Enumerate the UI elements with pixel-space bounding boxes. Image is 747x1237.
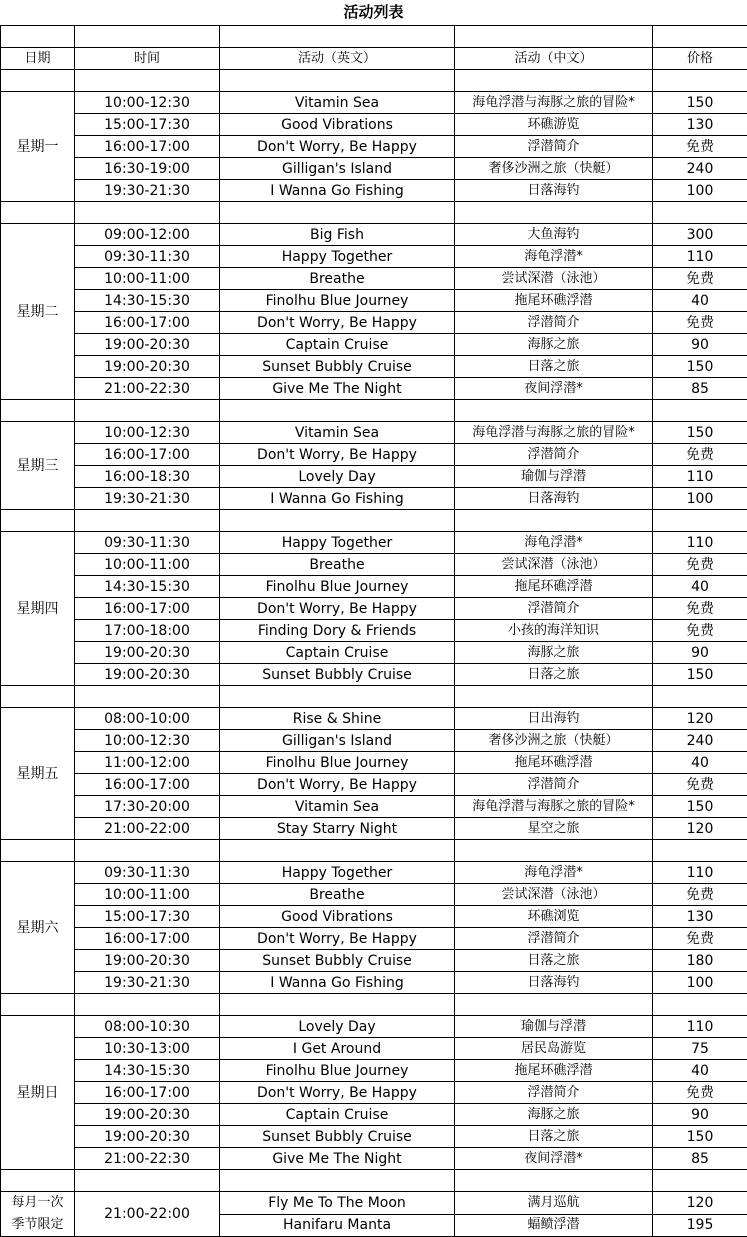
activity-en-cell: Lovely Day (220, 466, 455, 488)
activity-table-body (1, 26, 747, 1237)
sheet-title: 活动列表 (0, 0, 747, 25)
table-row (1, 246, 747, 268)
price-cell: 110 (653, 862, 747, 884)
activity-cn-cell: 尝试深潜（泳池） (455, 554, 653, 576)
activity-en-cell: Finolhu Blue Journey (220, 1060, 455, 1082)
price-cell: 免费 (653, 620, 747, 642)
table-row (1, 312, 747, 334)
activity-en-cell: I Get Around (220, 1038, 455, 1060)
activity-cn-cell: 日出海钓 (455, 708, 653, 730)
price-cell: 85 (653, 1148, 747, 1170)
price-cell: 免费 (653, 884, 747, 906)
blank-row (1, 840, 747, 862)
activity-cn-cell: 奢侈沙洲之旅（快艇） (455, 158, 653, 180)
price-cell: 免费 (653, 928, 747, 950)
table-row (1, 224, 747, 246)
activity-en-cell: Don't Worry, Be Happy (220, 928, 455, 950)
activity-en-cell: Good Vibrations (220, 906, 455, 928)
activity-cn-cell: 浮潜简介 (455, 774, 653, 796)
price-cell: 40 (653, 576, 747, 598)
activity-cn-cell: 日落之旅 (455, 1126, 653, 1148)
time-cell: 08:00-10:00 (75, 708, 220, 730)
time-cell: 16:00-17:00 (75, 774, 220, 796)
activity-cn-cell: 瑜伽与浮潜 (455, 466, 653, 488)
table-row (1, 664, 747, 686)
activity-cn-cell: 浮潜简介 (455, 1082, 653, 1104)
activity-cn-cell: 海龟浮潜与海豚之旅的冒险* (455, 92, 653, 114)
time-cell: 14:30-15:30 (75, 576, 220, 598)
price-cell: 110 (653, 1016, 747, 1038)
time-cell: 21:00-22:30 (75, 1148, 220, 1170)
activity-en-cell: Sunset Bubbly Cruise (220, 356, 455, 378)
price-cell: 100 (653, 972, 747, 994)
header-activity-cn: 活动（中文） (455, 48, 653, 70)
table-row (1, 378, 747, 400)
time-cell: 10:00-11:00 (75, 884, 220, 906)
header-activity-en: 活动（英文） (220, 48, 455, 70)
table-row (1, 334, 747, 356)
activity-cn-cell: 瑜伽与浮潜 (455, 1016, 653, 1038)
activity-en-cell: Rise & Shine (220, 708, 455, 730)
activity-cn-cell: 环礁游览 (455, 114, 653, 136)
table-row (1, 268, 747, 290)
day-cell: 星期日 (1, 1016, 75, 1170)
time-cell: 16:00-18:30 (75, 466, 220, 488)
table-row (1, 180, 747, 202)
day-cell: 星期三 (1, 422, 75, 510)
activity-cn-cell: 日落海钓 (455, 488, 653, 510)
time-cell: 15:00-17:30 (75, 906, 220, 928)
activity-en-cell: I Wanna Go Fishing (220, 972, 455, 994)
activity-cn-cell: 海龟浮潜与海豚之旅的冒险* (455, 796, 653, 818)
table-row (1, 356, 747, 378)
activity-cn-cell: 海豚之旅 (455, 334, 653, 356)
activity-en-cell: Lovely Day (220, 1016, 455, 1038)
price-cell: 110 (653, 532, 747, 554)
table-row (1, 906, 747, 928)
activity-en-cell: Sunset Bubbly Cruise (220, 950, 455, 972)
price-cell: 40 (653, 1060, 747, 1082)
time-cell: 09:30-11:30 (75, 532, 220, 554)
price-cell: 120 (653, 1192, 747, 1215)
activity-cn-cell: 小孩的海洋知识 (455, 620, 653, 642)
price-cell: 免费 (653, 774, 747, 796)
activity-cn-cell: 奢侈沙洲之旅（快艇） (455, 730, 653, 752)
time-cell: 19:00-20:30 (75, 664, 220, 686)
activity-cn-cell: 浮潜简介 (455, 598, 653, 620)
price-cell: 120 (653, 708, 747, 730)
time-cell: 10:00-12:30 (75, 730, 220, 752)
blank-row (1, 1170, 747, 1192)
activity-cn-cell: 拖尾环礁浮潜 (455, 576, 653, 598)
activity-cn-cell: 大鱼海钓 (455, 224, 653, 246)
activity-en-cell: Don't Worry, Be Happy (220, 136, 455, 158)
time-cell: 16:00-17:00 (75, 598, 220, 620)
table-row (1, 730, 747, 752)
price-cell: 免费 (653, 312, 747, 334)
time-cell: 21:00-22:30 (75, 378, 220, 400)
activity-cn-cell: 浮潜简介 (455, 312, 653, 334)
day-cell: 星期六 (1, 862, 75, 994)
day-cell: 星期二 (1, 224, 75, 400)
time-cell: 10:00-11:00 (75, 554, 220, 576)
table-row (1, 1082, 747, 1104)
activity-cn-cell: 日落之旅 (455, 356, 653, 378)
activity-en-cell: Don't Worry, Be Happy (220, 598, 455, 620)
time-cell: 19:00-20:30 (75, 950, 220, 972)
activity-cn-cell: 浮潜简介 (455, 928, 653, 950)
activity-cn-cell: 尝试深潜（泳池） (455, 268, 653, 290)
table-row (1, 928, 747, 950)
table-row (1, 708, 747, 730)
special-day-line2: 季节限定 (11, 1217, 64, 1232)
time-cell: 10:00-12:30 (75, 422, 220, 444)
table-row (1, 576, 747, 598)
table-row (1, 290, 747, 312)
header-price: 价格 (653, 48, 747, 70)
price-cell: 90 (653, 1104, 747, 1126)
time-cell: 16:30-19:00 (75, 158, 220, 180)
price-cell: 90 (653, 334, 747, 356)
time-cell: 16:00-17:00 (75, 312, 220, 334)
table-row (1, 158, 747, 180)
time-cell: 19:00-20:30 (75, 334, 220, 356)
activity-en-cell: Breathe (220, 554, 455, 576)
table-row (1, 136, 747, 158)
table-row (1, 1104, 747, 1126)
table-row (1, 1126, 747, 1148)
table-row (1, 554, 747, 576)
price-cell: 免费 (653, 1082, 747, 1104)
time-cell: 21:00-22:00 (75, 818, 220, 840)
price-cell: 40 (653, 290, 747, 312)
activity-en-cell: Sunset Bubbly Cruise (220, 664, 455, 686)
price-cell: 85 (653, 378, 747, 400)
price-cell: 40 (653, 752, 747, 774)
price-cell: 150 (653, 422, 747, 444)
table-row (1, 752, 747, 774)
activity-en-cell: Captain Cruise (220, 642, 455, 664)
price-cell: 110 (653, 466, 747, 488)
time-cell: 19:00-20:30 (75, 1104, 220, 1126)
header-date: 日期 (1, 48, 75, 70)
activity-cn-cell: 夜间浮潜* (455, 378, 653, 400)
price-cell: 免费 (653, 136, 747, 158)
time-cell: 21:00-22:00 (75, 1192, 220, 1237)
activity-cn-cell: 拖尾环礁浮潜 (455, 290, 653, 312)
activity-cn-cell: 拖尾环礁浮潜 (455, 752, 653, 774)
activity-en-cell: Captain Cruise (220, 1104, 455, 1126)
time-cell: 16:00-17:00 (75, 444, 220, 466)
price-cell: 免费 (653, 444, 747, 466)
time-cell: 19:30-21:30 (75, 972, 220, 994)
table-row (1, 950, 747, 972)
blank-row (1, 70, 747, 92)
table-row (1, 774, 747, 796)
time-cell: 16:00-17:00 (75, 136, 220, 158)
activity-en-cell: Give Me The Night (220, 378, 455, 400)
activity-cn-cell: 海龟浮潜* (455, 532, 653, 554)
activity-cn-cell: 浮潜简介 (455, 136, 653, 158)
table-row (1, 818, 747, 840)
activity-en-cell: Sunset Bubbly Cruise (220, 1126, 455, 1148)
activity-en-cell: Happy Together (220, 862, 455, 884)
blank-row (1, 686, 747, 708)
blank-row (1, 994, 747, 1016)
activity-en-cell: Gilligan's Island (220, 730, 455, 752)
activity-en-cell: Vitamin Sea (220, 422, 455, 444)
table-row (1, 620, 747, 642)
activity-en-cell: Vitamin Sea (220, 92, 455, 114)
table-row (1, 862, 747, 884)
time-cell: 09:30-11:30 (75, 246, 220, 268)
price-cell: 免费 (653, 554, 747, 576)
activity-en-cell: Finolhu Blue Journey (220, 752, 455, 774)
activity-en-cell: Finolhu Blue Journey (220, 290, 455, 312)
activity-en-cell: Don't Worry, Be Happy (220, 774, 455, 796)
table-row (1, 114, 747, 136)
activity-cn-cell: 日落海钓 (455, 972, 653, 994)
price-cell: 195 (653, 1214, 747, 1237)
activity-table (0, 25, 747, 1237)
price-cell: 75 (653, 1038, 747, 1060)
activity-en-cell: Finolhu Blue Journey (220, 576, 455, 598)
activity-en-cell: Hanifaru Manta (220, 1214, 455, 1237)
table-row (1, 466, 747, 488)
table-row (1, 1192, 747, 1215)
blank-row (1, 26, 747, 48)
price-cell: 240 (653, 730, 747, 752)
activity-en-cell: Big Fish (220, 224, 455, 246)
activity-en-cell: I Wanna Go Fishing (220, 488, 455, 510)
activity-cn-cell: 海豚之旅 (455, 642, 653, 664)
activity-cn-cell: 浮潜简介 (455, 444, 653, 466)
time-cell: 17:00-18:00 (75, 620, 220, 642)
price-cell: 90 (653, 642, 747, 664)
table-row (1, 444, 747, 466)
table-row (1, 884, 747, 906)
activity-cn-cell: 环礁浏览 (455, 906, 653, 928)
activity-en-cell: Don't Worry, Be Happy (220, 444, 455, 466)
price-cell: 150 (653, 796, 747, 818)
table-row (1, 972, 747, 994)
blank-row (1, 400, 747, 422)
activity-en-cell: Captain Cruise (220, 334, 455, 356)
time-cell: 16:00-17:00 (75, 1082, 220, 1104)
time-cell: 19:00-20:30 (75, 356, 220, 378)
price-cell: 100 (653, 488, 747, 510)
table-row (1, 422, 747, 444)
table-row (1, 642, 747, 664)
activity-en-cell: Don't Worry, Be Happy (220, 1082, 455, 1104)
activity-en-cell: Fly Me To The Moon (220, 1192, 455, 1215)
price-cell: 150 (653, 92, 747, 114)
activity-cn-cell: 日落海钓 (455, 180, 653, 202)
table-row (1, 532, 747, 554)
time-cell: 17:30-20:00 (75, 796, 220, 818)
activity-en-cell: Finding Dory & Friends (220, 620, 455, 642)
price-cell: 130 (653, 906, 747, 928)
day-cell: 星期一 (1, 92, 75, 202)
time-cell: 16:00-17:00 (75, 928, 220, 950)
activity-en-cell: Breathe (220, 268, 455, 290)
activity-cn-cell: 日落之旅 (455, 950, 653, 972)
time-cell: 15:00-17:30 (75, 114, 220, 136)
day-cell: 星期四 (1, 532, 75, 686)
price-cell: 240 (653, 158, 747, 180)
price-cell: 120 (653, 818, 747, 840)
activity-en-cell: Give Me The Night (220, 1148, 455, 1170)
time-cell: 14:30-15:30 (75, 290, 220, 312)
price-cell: 免费 (653, 598, 747, 620)
time-cell: 10:30-13:00 (75, 1038, 220, 1060)
time-cell: 19:00-20:30 (75, 1126, 220, 1148)
activity-en-cell: Stay Starry Night (220, 818, 455, 840)
price-cell: 150 (653, 356, 747, 378)
time-cell: 11:00-12:00 (75, 752, 220, 774)
table-row (1, 92, 747, 114)
activity-en-cell: Happy Together (220, 532, 455, 554)
time-cell: 09:30-11:30 (75, 862, 220, 884)
price-cell: 180 (653, 950, 747, 972)
special-day-line1: 每月一次 (11, 1195, 64, 1210)
activity-en-cell: Breathe (220, 884, 455, 906)
table-row (1, 1060, 747, 1082)
activity-cn-cell: 星空之旅 (455, 818, 653, 840)
price-cell: 免费 (653, 268, 747, 290)
time-cell: 19:00-20:30 (75, 642, 220, 664)
blank-row (1, 202, 747, 224)
header-time: 时间 (75, 48, 220, 70)
activity-en-cell: Vitamin Sea (220, 796, 455, 818)
activity-cn-cell: 海豚之旅 (455, 1104, 653, 1126)
time-cell: 19:30-21:30 (75, 488, 220, 510)
activity-en-cell: Gilligan's Island (220, 158, 455, 180)
activity-cn-cell: 居民岛游览 (455, 1038, 653, 1060)
table-row (1, 488, 747, 510)
activity-cn-cell: 海龟浮潜* (455, 246, 653, 268)
price-cell: 130 (653, 114, 747, 136)
price-cell: 110 (653, 246, 747, 268)
time-cell: 09:00-12:00 (75, 224, 220, 246)
activity-cn-cell: 海龟浮潜* (455, 862, 653, 884)
activity-cn-cell: 夜间浮潜* (455, 1148, 653, 1170)
table-row (1, 796, 747, 818)
time-cell: 19:30-21:30 (75, 180, 220, 202)
activity-cn-cell: 海龟浮潜与海豚之旅的冒险* (455, 422, 653, 444)
time-cell: 10:00-12:30 (75, 92, 220, 114)
time-cell: 10:00-11:00 (75, 268, 220, 290)
special-day-cell (1, 1192, 75, 1237)
activity-cn-cell: 蝠鲼浮潜 (455, 1214, 653, 1237)
table-row (1, 1038, 747, 1060)
price-cell: 300 (653, 224, 747, 246)
blank-row (1, 510, 747, 532)
time-cell: 14:30-15:30 (75, 1060, 220, 1082)
table-row (1, 598, 747, 620)
table-row (1, 1148, 747, 1170)
activity-en-cell: Good Vibrations (220, 114, 455, 136)
activity-en-cell: Don't Worry, Be Happy (220, 312, 455, 334)
price-cell: 150 (653, 1126, 747, 1148)
activity-cn-cell: 尝试深潜（泳池） (455, 884, 653, 906)
price-cell: 100 (653, 180, 747, 202)
time-cell: 08:00-10:30 (75, 1016, 220, 1038)
activity-en-cell: Happy Together (220, 246, 455, 268)
activity-cn-cell: 拖尾环礁浮潜 (455, 1060, 653, 1082)
price-cell: 150 (653, 664, 747, 686)
activity-en-cell: I Wanna Go Fishing (220, 180, 455, 202)
table-row (1, 1016, 747, 1038)
activity-cn-cell: 日落之旅 (455, 664, 653, 686)
day-cell: 星期五 (1, 708, 75, 840)
header-row (1, 48, 747, 70)
activity-cn-cell: 满月巡航 (455, 1192, 653, 1215)
